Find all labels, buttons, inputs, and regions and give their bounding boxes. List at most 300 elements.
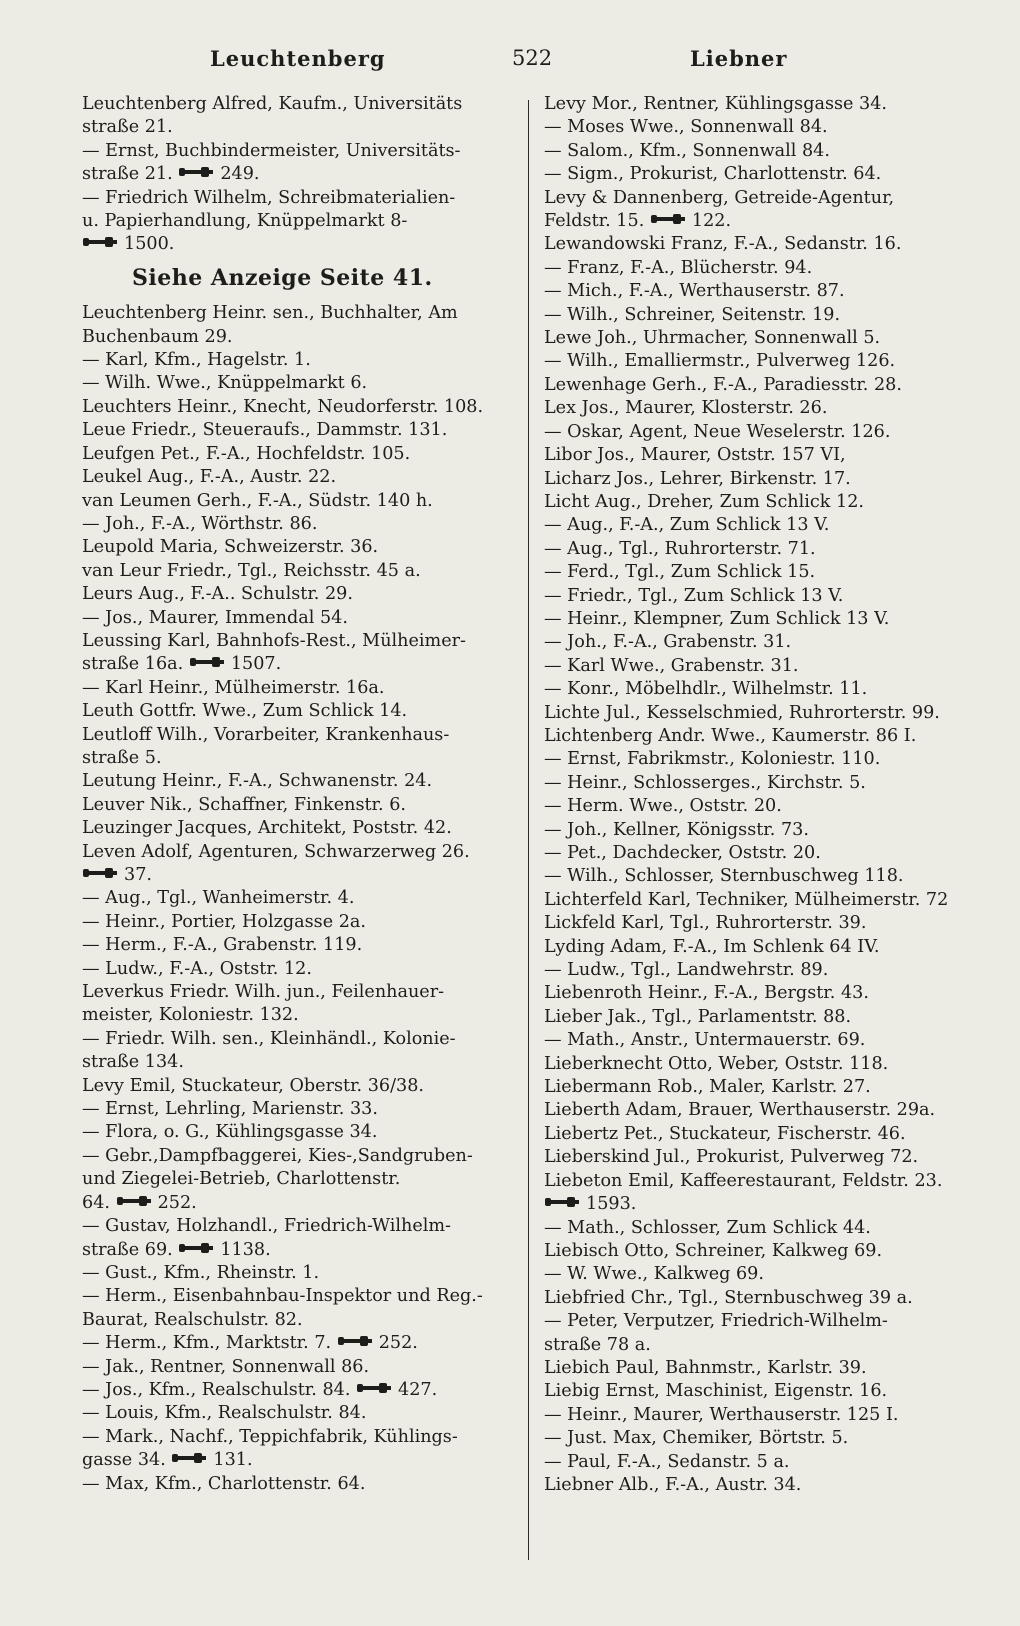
directory-entry: [544, 257, 972, 280]
entry-line: [82, 887, 510, 910]
telephone-icon: [82, 867, 118, 879]
entry-line: [544, 210, 972, 233]
entry-text: Leuchters Heinr., Knecht, Neudorferstr. 108.: [82, 396, 484, 417]
directory-entry: [82, 794, 510, 817]
entry-text: Lewenhage Gerh., F.-A., Paradiesstr. 28.: [544, 374, 902, 395]
entry-line: [82, 630, 510, 653]
directory-entry: [544, 1053, 972, 1076]
phone-number-text: 37.: [124, 865, 152, 885]
directory-entry: [544, 280, 972, 303]
entry-line: [544, 93, 972, 116]
entry-line: [544, 1123, 972, 1146]
directory-entry: [82, 1262, 510, 1285]
entry-text: straße 21.: [82, 164, 173, 185]
directory-entry: [82, 302, 510, 349]
directory-entry: [544, 585, 972, 608]
entry-text: — Sigm., Prokurist, Charlottenstr. 64.: [544, 164, 882, 185]
directory-entry: [544, 1310, 972, 1357]
entry-text: Leurs Aug., F.-A.. Schulstr. 29.: [82, 584, 353, 605]
entry-line: [544, 257, 972, 280]
entry-line: [544, 397, 972, 420]
entry-line: [544, 1146, 972, 1169]
telephone-icon: [544, 1196, 580, 1208]
entry-text: Leven Adolf, Agenturen, Schwarzerweg 26.: [82, 841, 470, 862]
directory-entry: [544, 1380, 972, 1403]
entry-text: Leuver Nik., Schaffner, Finkenstr. 6.: [82, 794, 406, 815]
phone-number: [189, 654, 281, 674]
entry-line: [544, 1006, 972, 1029]
directory-entry: [82, 841, 510, 888]
entry-line: [544, 678, 972, 701]
entry-line: [82, 1426, 510, 1449]
entry-line: [544, 608, 972, 631]
entry-line: [82, 187, 510, 210]
entry-text: — Franz, F.-A., Blücherstr. 94.: [544, 257, 813, 278]
entry-text: — Wilh. Wwe., Knüppelmarkt 6.: [82, 373, 368, 394]
entry-text: Lieberth Adam, Brauer, Werthauserstr. 29a.: [544, 1100, 936, 1121]
entry-line: [82, 1075, 510, 1098]
entry-line: [544, 1380, 972, 1403]
entry-line: [544, 304, 972, 327]
directory-entry: [544, 304, 972, 327]
entry-line: [82, 1262, 510, 1285]
directory-entry: [544, 93, 972, 116]
entry-line: [544, 163, 972, 186]
entry-line: [544, 374, 972, 397]
left-column: [82, 93, 510, 1496]
directory-entry: [544, 1451, 972, 1474]
directory-entry: [82, 583, 510, 606]
entry-line: [544, 538, 972, 561]
entry-line: [82, 116, 510, 139]
directory-entry: [544, 842, 972, 865]
directory-entry: [544, 187, 972, 234]
directory-entry: [544, 538, 972, 561]
entry-text: Leuth Gottfr. Wwe., Zum Schlick 14.: [82, 701, 408, 722]
directory-entry: [544, 1170, 972, 1217]
directory-entry: [544, 1474, 972, 1497]
entry-text: — Jos., Kfm., Realschulstr. 84.: [82, 1379, 351, 1400]
entry-text: — Max, Kfm., Charlottenstr. 64.: [82, 1473, 366, 1494]
entry-text: — Joh., F.-A., Wörthstr. 86.: [82, 513, 318, 534]
directory-entry: [82, 536, 510, 559]
directory-entry: [82, 1285, 510, 1332]
directory-entry: [82, 513, 510, 536]
entry-text: — Ernst, Fabrikmstr., Koloniestr. 110.: [544, 749, 881, 770]
entry-line: [544, 982, 972, 1005]
directory-entry: [82, 817, 510, 840]
entry-text: — Math., Schlosser, Zum Schlick 44.: [544, 1217, 871, 1238]
entry-line: [544, 795, 972, 818]
directory-entry: [82, 770, 510, 793]
entry-text: — Math., Anstr., Untermauerstr. 69.: [544, 1030, 866, 1051]
directory-entry: [82, 630, 510, 677]
entry-line: [82, 560, 510, 583]
phone-number-text: 249.: [220, 164, 260, 185]
entry-text: Leussing Karl, Bahnhofs-Rest., Mülheimer-: [82, 630, 466, 651]
entry-text: Lichte Jul., Kesselschmied, Ruhrorterstr. 99.: [544, 702, 940, 723]
entry-line: [82, 1449, 510, 1472]
directory-entry: [82, 1028, 510, 1075]
directory-entry: [82, 560, 510, 583]
entry-line: [82, 1473, 510, 1496]
entry-text: Liebfried Chr., Tgl., Sternbuschweg 39 a.: [544, 1287, 913, 1308]
entry-text: Feldstr. 15.: [544, 211, 645, 232]
directory-entry: [82, 607, 510, 630]
entry-text: — Aug., Tgl., Ruhrorterstr. 71.: [544, 538, 816, 559]
entry-text: straße 134.: [82, 1052, 184, 1073]
directory-entry: [82, 396, 510, 419]
directory-entry: [82, 1215, 510, 1262]
directory-entry: [544, 374, 972, 397]
entry-line: [82, 1192, 510, 1215]
directory-entry: [544, 795, 972, 818]
entry-line: [82, 443, 510, 466]
entry-line: [82, 163, 510, 186]
entry-text: und Ziegelei-Betrieb, Charlottenstr.: [82, 1169, 401, 1190]
entry-line: [544, 819, 972, 842]
entry-text: Lex Jos., Maurer, Klosterstr. 26.: [544, 398, 828, 419]
directory-entry: [544, 1287, 972, 1310]
header-right-keyword: Liebner: [690, 46, 788, 71]
directory-entry: [544, 865, 972, 888]
entry-line: [82, 1145, 510, 1168]
phone-number-text: 252.: [157, 1192, 197, 1213]
directory-entry: [544, 561, 972, 584]
phone-number: [337, 1333, 418, 1353]
entry-line: [544, 421, 972, 444]
entry-text: Lichterfeld Karl, Techniker, Mülheimerstr. 72: [544, 889, 949, 910]
entry-text: Leverkus Friedr. Wilh. jun., Feilenhauer-: [82, 982, 445, 1003]
entry-text: Baurat, Realschulstr. 82.: [82, 1309, 303, 1330]
entry-text: — W. Wwe., Kalkweg 69.: [544, 1264, 764, 1285]
directory-entry: [544, 702, 972, 725]
entry-line: [82, 1215, 510, 1238]
entry-text: — Louis, Kfm., Realschulstr. 84.: [82, 1403, 367, 1424]
entry-text: — Friedrich Wilhelm, Schreibmaterialien-: [82, 187, 456, 208]
entry-text: — Gustav, Holzhandl., Friedrich-Wilhelm-: [82, 1216, 451, 1237]
entry-text: Liebner Alb., F.-A., Austr. 34.: [544, 1474, 802, 1495]
directory-entry: [82, 466, 510, 489]
directory-entry: [544, 327, 972, 350]
phone-number: [82, 234, 174, 254]
entry-line: [544, 889, 972, 912]
directory-entry: [82, 1402, 510, 1425]
telephone-icon: [337, 1335, 373, 1347]
directory-entry: [544, 1263, 972, 1286]
entry-line: [544, 1053, 972, 1076]
entry-text: — Wilh., Schlosser, Sternbuschweg 118.: [544, 866, 904, 887]
directory-entry: [544, 233, 972, 256]
directory-entry: [544, 608, 972, 631]
entry-text: — Heinr., Klempner, Zum Schlick 13 V.: [544, 608, 890, 629]
entry-text: — Karl Heinr., Mülheimerstr. 16a.: [82, 677, 385, 698]
directory-entry: [82, 1098, 510, 1121]
directory-entry: [544, 468, 972, 491]
entry-line: [544, 655, 972, 678]
directory-entry: [544, 1099, 972, 1122]
right-column: [544, 93, 972, 1497]
entry-line: [544, 1263, 972, 1286]
entry-line: [82, 302, 510, 325]
entry-text: — Paul, F.-A., Sedanstr. 5 a.: [544, 1451, 790, 1472]
directory-entry: [544, 350, 972, 373]
entry-line: [586, 1193, 972, 1216]
entry-text: Liebermann Rob., Maler, Karlstr. 27.: [544, 1077, 871, 1098]
telephone-icon: [116, 1195, 152, 1207]
entry-line: [82, 349, 510, 372]
telephone-icon: [171, 1452, 207, 1464]
entry-text: Leuzinger Jacques, Architekt, Poststr. 42.: [82, 818, 452, 839]
entry-text: — Karl Wwe., Grabenstr. 31.: [544, 655, 799, 676]
directory-entry: [82, 419, 510, 442]
entry-text: Liebeton Emil, Kaffeerestaurant, Feldstr. 23.: [544, 1170, 943, 1191]
telephone-icon: [178, 166, 214, 178]
phone-number-text: 122.: [691, 211, 732, 232]
entry-line: [82, 1028, 510, 1051]
directory-entry: [82, 1379, 510, 1402]
entry-text: Licharz Jos., Lehrer, Birkenstr. 17.: [544, 468, 851, 489]
directory-entry: [82, 1075, 510, 1098]
entry-line: [544, 1240, 972, 1263]
directory-entry: [544, 1427, 972, 1450]
entry-line: [544, 1357, 972, 1380]
phone-number-text: 252.: [378, 1333, 418, 1354]
directory-entry: [544, 725, 972, 748]
entry-line: [82, 210, 510, 233]
entry-text: Lieberknecht Otto, Weber, Oststr. 118.: [544, 1053, 889, 1074]
directory-entry: [82, 1332, 510, 1355]
entry-text: Leutung Heinr., F.-A., Schwanenstr. 24.: [82, 771, 433, 792]
entry-line: [544, 959, 972, 982]
page-header: [80, 46, 940, 76]
entry-line: [544, 585, 972, 608]
entry-line: [82, 607, 510, 630]
entry-line: [82, 513, 510, 536]
entry-text: Levy & Dannenberg, Getreide-Agentur,: [544, 187, 895, 208]
entry-text: straße 21.: [82, 117, 173, 138]
entry-line: [82, 1332, 510, 1355]
entry-text: Liebenroth Heinr., F.-A., Bergstr. 43.: [544, 983, 869, 1004]
entry-text: straße 78 a.: [544, 1334, 651, 1355]
entry-text: — Aug., Tgl., Wanheimerstr. 4.: [82, 888, 355, 909]
entry-text: Buchenbaum 29.: [82, 326, 233, 347]
phone-number-text: 1500.: [124, 234, 175, 255]
entry-text: straße 16a.: [82, 654, 184, 675]
phone-number-text: 1507.: [230, 654, 282, 675]
entry-line: [82, 1004, 510, 1027]
directory-entry: [544, 1240, 972, 1263]
telephone-icon: [356, 1382, 392, 1394]
entry-text: — Jos., Maurer, Immendal 54.: [82, 607, 348, 628]
entry-text: Liebertz Pet., Stuckateur, Fischerstr. 46.: [544, 1123, 906, 1144]
entry-line: [544, 631, 972, 654]
entry-text: Liebisch Otto, Schreiner, Kalkweg 69.: [544, 1240, 883, 1261]
entry-line: [544, 1474, 972, 1497]
directory-entry: [82, 911, 510, 934]
entry-text: — Ludw., Tgl., Landwehrstr. 89.: [544, 960, 829, 981]
directory-entry: [544, 421, 972, 444]
phone-number: [171, 1450, 252, 1470]
phone-number-text: 1138.: [220, 1239, 271, 1260]
entry-text: — Wilh., Schreiner, Seitenstr. 19.: [544, 304, 841, 325]
entry-text: Licht Aug., Dreher, Zum Schlick 12.: [544, 491, 864, 512]
entry-text: Leue Friedr., Steueraufs., Dammstr. 131.: [82, 420, 448, 441]
entry-text: — Heinr., Portier, Holzgasse 2a.: [82, 911, 366, 932]
entry-line: [82, 419, 510, 442]
column-divider: [528, 100, 529, 1560]
entry-line: [82, 747, 510, 770]
entry-text: Leuchtenberg Alfred, Kaufm., Universitäts: [82, 94, 463, 114]
directory-entry: [544, 397, 972, 420]
entry-line: [82, 981, 510, 1004]
entry-line: [82, 794, 510, 817]
directory-entry: [544, 1076, 972, 1099]
entry-line: [82, 841, 510, 864]
entry-text: Lewandowski Franz, F.-A., Sedanstr. 16.: [544, 234, 902, 255]
entry-text: — Moses Wwe., Sonnenwall 84.: [544, 117, 828, 138]
entry-text: — Just. Max, Chemiker, Börtstr. 5.: [544, 1428, 849, 1449]
directory-entry: [82, 140, 510, 187]
entry-text: meister, Koloniestr. 132.: [82, 1005, 299, 1026]
entry-text: — Karl, Kfm., Hagelstr. 1.: [82, 350, 311, 371]
entry-line: [544, 702, 972, 725]
directory-entry: [82, 372, 510, 395]
entry-text: van Leur Friedr., Tgl., Reichsstr. 45 a.: [82, 560, 421, 581]
directory-entry: [82, 724, 510, 771]
directory-entry: [544, 1357, 972, 1380]
header-left-keyword: Leuchtenberg: [210, 46, 386, 71]
entry-text: Leupold Maria, Schweizerstr. 36.: [82, 537, 379, 558]
entry-line: [544, 140, 972, 163]
entry-line: [544, 1334, 972, 1357]
telephone-icon: [189, 656, 225, 668]
directory-entry: [82, 1121, 510, 1144]
entry-line: [82, 1239, 510, 1262]
entry-text: Levy Emil, Stuckateur, Oberstr. 36/38.: [82, 1075, 425, 1096]
phone-number: [116, 1193, 197, 1213]
directory-entry: [544, 912, 972, 935]
phone-number-text: 427.: [398, 1379, 438, 1400]
entry-line: [544, 233, 972, 256]
entry-text: Leufgen Pet., F.-A., Hochfeldstr. 105.: [82, 443, 411, 464]
page-number: 522: [512, 46, 553, 70]
entry-line: [544, 1099, 972, 1122]
entry-line: [82, 934, 510, 957]
entry-line: [82, 911, 510, 934]
directory-entry: [82, 700, 510, 723]
directory-entry: [544, 655, 972, 678]
entry-line: [82, 326, 510, 349]
directory-entry: [544, 1123, 972, 1146]
entry-line: [82, 700, 510, 723]
entry-line: [544, 725, 972, 748]
entry-text: Lichtenberg Andr. Wwe., Kaumerstr. 86 I.: [544, 725, 917, 746]
phone-number: [544, 1194, 636, 1214]
entry-line: [82, 1121, 510, 1144]
entry-text: straße 5.: [82, 747, 162, 768]
entry-text: — Ludw., F.-A., Oststr. 12.: [82, 958, 312, 979]
entry-line: [82, 372, 510, 395]
directory-entry: [82, 1356, 510, 1379]
entry-line: [544, 1217, 972, 1240]
entry-text: — Konr., Möbelhdlr., Wilhelmstr. 11.: [544, 679, 868, 700]
directory-entry: [544, 748, 972, 771]
entry-line: [124, 864, 510, 887]
phone-number: [178, 1240, 270, 1260]
entry-line: [544, 1076, 972, 1099]
entry-text: Libor Jos., Maurer, Oststr. 157 VI,: [544, 445, 846, 466]
directory-entry: [82, 187, 510, 257]
entry-line: [544, 491, 972, 514]
advertisement-note: Siehe Anzeige Seite 41.: [132, 264, 433, 291]
directory-entry: [544, 819, 972, 842]
entry-text: — Ernst, Lehrling, Marienstr. 33.: [82, 1099, 378, 1120]
directory-entry: [544, 936, 972, 959]
directory-entry: [82, 1426, 510, 1473]
directory-entry: [82, 1473, 510, 1496]
directory-entry: [82, 958, 510, 981]
entry-line: [82, 1098, 510, 1121]
entry-text: Lieber Jak., Tgl., Parlamentstr. 88.: [544, 1006, 852, 1027]
directory-entry: [544, 1006, 972, 1029]
entry-text: — Friedr., Tgl., Zum Schlick 13 V.: [544, 585, 844, 606]
entry-text: — Heinr., Maurer, Werthauserstr. 125 I.: [544, 1404, 899, 1425]
directory-entry: [544, 982, 972, 1005]
entry-text: — Jak., Rentner, Sonnenwall 86.: [82, 1356, 370, 1377]
phone-number: [650, 211, 731, 231]
directory-entry: [82, 443, 510, 466]
directory-entry: [82, 1145, 510, 1215]
directory-entry: [544, 1217, 972, 1240]
entry-line: [544, 116, 972, 139]
entry-text: — Oskar, Agent, Neue Weselerstr. 126.: [544, 421, 891, 442]
entry-line: [82, 1051, 510, 1074]
entry-line: [544, 1287, 972, 1310]
entry-line: [544, 1170, 972, 1193]
phone-number: [178, 164, 259, 184]
directory-entry: [544, 514, 972, 537]
telephone-icon: [650, 213, 686, 225]
directory-entry: [82, 93, 510, 140]
entry-text: Lyding Adam, F.-A., Im Schlenk 64 IV.: [544, 936, 880, 957]
entry-text: — Pet., Dachdecker, Oststr. 20.: [544, 843, 821, 863]
directory-entry: [82, 349, 510, 372]
entry-line: [82, 536, 510, 559]
entry-text: Liebig Ernst, Maschinist, Eigenstr. 16.: [544, 1381, 888, 1402]
entry-text: — Wilh., Emalliermstr., Pulverweg 126.: [544, 351, 896, 372]
entry-text: — Mich., F.-A., Werthauserstr. 87.: [544, 281, 845, 302]
directory-entry: [544, 772, 972, 795]
entry-text: — Joh., Kellner, Königsstr. 73.: [544, 819, 809, 840]
entry-line: [544, 514, 972, 537]
phone-number: [356, 1380, 437, 1400]
phone-number-text: 1593.: [586, 1194, 637, 1215]
entry-line: [544, 468, 972, 491]
directory-entry: [82, 934, 510, 957]
entry-text: — Gust., Kfm., Rheinstr. 1.: [82, 1262, 320, 1283]
directory-entry: [544, 889, 972, 912]
entry-line: [82, 140, 510, 163]
entry-line: [544, 748, 972, 771]
entry-line: [82, 653, 510, 676]
entry-text: Levy Mor., Rentner, Kühlingsgasse 34.: [544, 94, 887, 114]
directory-entry: [544, 631, 972, 654]
entry-line: [124, 233, 510, 256]
entry-text: Leukel Aug., F.-A., Austr. 22.: [82, 467, 337, 488]
entry-text: straße 69.: [82, 1239, 173, 1260]
entry-text: — Flora, o. G., Kühlingsgasse 34.: [82, 1122, 378, 1143]
